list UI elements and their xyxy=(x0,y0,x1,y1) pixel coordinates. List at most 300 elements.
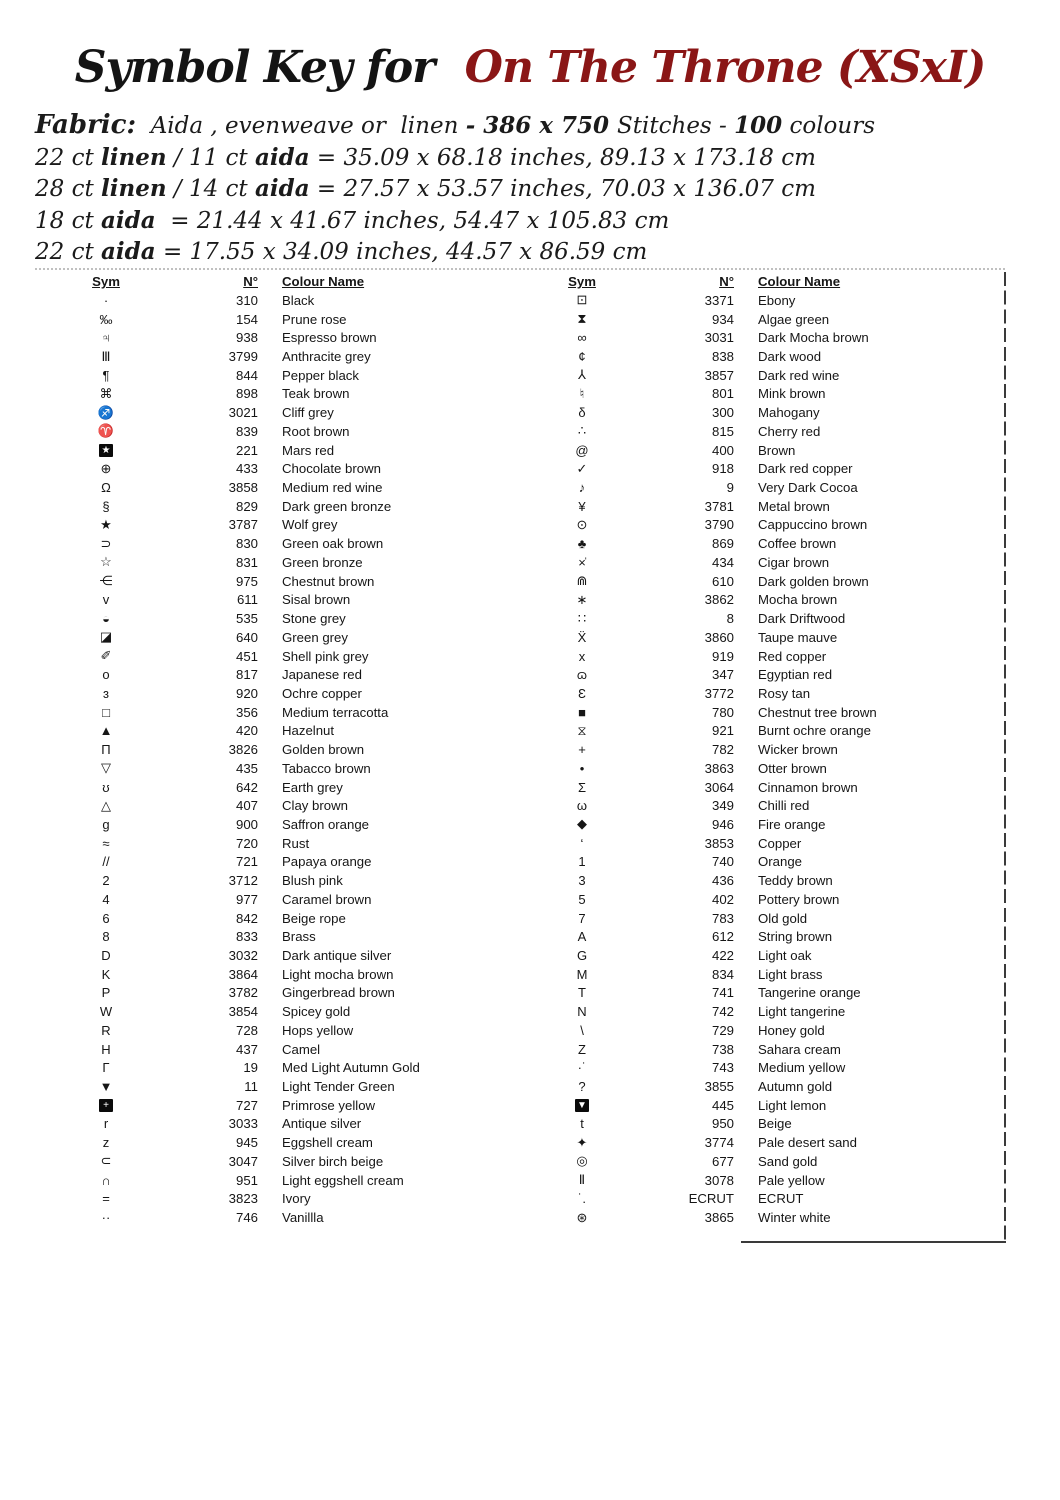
colour-number: 3823 xyxy=(228,1191,258,1207)
colour-number: 918 xyxy=(711,461,734,477)
colour-number: 3371 xyxy=(704,292,734,308)
symbol-glyph: ? xyxy=(578,1079,586,1095)
colour-name: Cherry red xyxy=(758,423,821,439)
symbol-glyph: r xyxy=(103,1116,109,1132)
colour-number: 3064 xyxy=(704,779,734,795)
key-row xyxy=(538,946,998,965)
colour-number: 829 xyxy=(235,498,258,514)
key-row xyxy=(62,516,522,535)
colour-number: 3855 xyxy=(704,1079,734,1095)
symbol-glyph: ᴠ xyxy=(102,592,110,608)
colour-number: 945 xyxy=(235,1135,258,1151)
colour-number: 3047 xyxy=(228,1153,258,1169)
key-row xyxy=(62,984,522,1003)
fabric-line xyxy=(35,110,875,142)
colour-name: Prune rose xyxy=(282,311,347,327)
key-row xyxy=(62,591,522,610)
key-row xyxy=(538,1096,998,1115)
colour-number: 977 xyxy=(235,891,258,907)
colour-name: Beige rope xyxy=(282,910,346,926)
symbol-glyph: 1 xyxy=(578,854,586,870)
colour-name: Hazelnut xyxy=(282,723,335,739)
colour-name: Golden brown xyxy=(282,742,365,758)
colour-name: Cinnamon brown xyxy=(758,779,858,795)
colour-name: Silver birch beige xyxy=(282,1153,384,1169)
colour-name: Old gold xyxy=(758,910,808,926)
colour-number: 742 xyxy=(711,1004,734,1020)
header-colour-name: Colour Name xyxy=(758,274,841,289)
symbol-glyph: ¢ xyxy=(578,349,586,365)
colour-number: 3865 xyxy=(704,1210,734,1226)
colour-number: 356 xyxy=(235,704,258,720)
colour-number: 3782 xyxy=(228,985,258,1001)
page-title xyxy=(0,42,1060,93)
colour-name: Light tangerine xyxy=(758,1004,846,1020)
symbol-glyph: 4 xyxy=(102,891,110,907)
key-row xyxy=(62,553,522,572)
colour-number: 677 xyxy=(711,1153,734,1169)
key-row xyxy=(538,1208,998,1227)
colour-name: Mink brown xyxy=(758,386,826,402)
key-row xyxy=(62,1208,522,1227)
key-row xyxy=(538,1133,998,1152)
table-header xyxy=(62,272,522,291)
colour-number: 729 xyxy=(711,1022,734,1038)
colour-name: Autumn gold xyxy=(758,1079,833,1095)
colour-name: ECRUT xyxy=(758,1191,804,1207)
symbol-glyph: 8 xyxy=(102,929,110,945)
colour-name: Medium red wine xyxy=(282,480,383,496)
symbol-glyph: ‰ xyxy=(99,311,113,327)
key-row xyxy=(538,927,998,946)
colour-name: Light oak xyxy=(758,948,812,964)
colour-name: Cliff grey xyxy=(282,405,334,421)
text-segment: 100 xyxy=(734,112,783,139)
symbol-glyph: g xyxy=(102,816,110,832)
key-row xyxy=(538,722,998,741)
colour-number: 437 xyxy=(235,1041,258,1057)
key-row xyxy=(62,965,522,984)
colour-name: Ebony xyxy=(758,292,796,308)
colour-number: 154 xyxy=(235,311,258,327)
colour-name: Light brass xyxy=(758,966,823,982)
colour-number: 19 xyxy=(243,1060,258,1076)
bottom-right-border xyxy=(741,1241,1006,1243)
key-row xyxy=(62,815,522,834)
text-segment: 18 ct xyxy=(35,207,102,234)
colour-name: Mahogany xyxy=(758,405,820,421)
colour-name: Winter white xyxy=(758,1210,831,1226)
key-row xyxy=(62,366,522,385)
symbol-glyph: T xyxy=(578,985,586,1001)
colour-number: ECRUT xyxy=(688,1191,734,1207)
symbol-glyph: ☆ xyxy=(100,554,112,570)
key-row xyxy=(538,609,998,628)
colour-name: Algae green xyxy=(758,311,830,327)
symbol-glyph: ·˙ xyxy=(577,1060,587,1076)
key-row xyxy=(538,909,998,928)
symbol-glyph: + xyxy=(99,1099,113,1112)
colour-name: Medium terracotta xyxy=(282,704,389,720)
symbol-glyph: 6 xyxy=(102,910,110,926)
key-row xyxy=(62,310,522,329)
colour-name: Medium yellow xyxy=(758,1060,846,1076)
text-segment: Aida , evenweave or linen xyxy=(136,113,466,139)
colour-number: 3860 xyxy=(704,629,734,645)
colour-name: Rust xyxy=(282,835,310,851)
symbol-glyph: 7 xyxy=(578,910,586,926)
symbol-glyph: ∷ xyxy=(577,610,587,626)
text-segment: aida xyxy=(101,206,156,234)
size-line-22ct-aida xyxy=(35,236,875,268)
key-row xyxy=(62,946,522,965)
colour-number: 400 xyxy=(711,442,734,458)
colour-number: 975 xyxy=(235,573,258,589)
colour-number: 3031 xyxy=(704,330,734,346)
colour-name: Pottery brown xyxy=(758,891,840,907)
key-row xyxy=(62,1002,522,1021)
key-row xyxy=(538,1021,998,1040)
colour-name: Chestnut brown xyxy=(282,573,375,589)
key-row xyxy=(62,722,522,741)
colour-number: 834 xyxy=(711,966,734,982)
key-row xyxy=(538,1171,998,1190)
colour-name: Tabacco brown xyxy=(282,760,371,776)
colour-number: 3799 xyxy=(228,349,258,365)
symbol-glyph: ★ xyxy=(100,516,112,532)
symbol-glyph: ✦ xyxy=(576,1134,588,1150)
colour-number: 838 xyxy=(711,349,734,365)
colour-name: Blush pink xyxy=(282,873,343,889)
colour-name: Pale desert sand xyxy=(758,1135,857,1151)
colour-number: 535 xyxy=(235,611,258,627)
colour-number: 842 xyxy=(235,910,258,926)
symbol-glyph: ♮ xyxy=(579,385,585,401)
colour-number: 3781 xyxy=(704,498,734,514)
colour-number: 3863 xyxy=(704,760,734,776)
colour-name: Light Tender Green xyxy=(282,1079,395,1095)
key-row xyxy=(538,665,998,684)
key-row xyxy=(62,1133,522,1152)
colour-number: 3774 xyxy=(704,1135,734,1151)
key-row xyxy=(538,759,998,778)
colour-number: 8 xyxy=(726,611,734,627)
key-row xyxy=(538,478,998,497)
colour-number: 3787 xyxy=(228,517,258,533)
symbol-glyph: 5 xyxy=(578,891,586,907)
key-row xyxy=(62,534,522,553)
colour-number: 830 xyxy=(235,536,258,552)
colour-name: Green bronze xyxy=(282,554,363,570)
text-segment: = 21.44 x 41.67 inches, 54.47 x 105.83 cm xyxy=(155,207,670,234)
key-row xyxy=(538,984,998,1003)
key-row xyxy=(62,1115,522,1134)
symbol-glyph: H xyxy=(101,1041,111,1057)
colour-name: Chilli red xyxy=(758,798,810,814)
colour-number: 610 xyxy=(711,573,734,589)
colour-number: 3790 xyxy=(704,517,734,533)
colour-number: 950 xyxy=(711,1116,734,1132)
key-row xyxy=(62,834,522,853)
colour-name: Fire orange xyxy=(758,816,826,832)
key-row xyxy=(538,385,998,404)
colour-number: 783 xyxy=(711,910,734,926)
key-row xyxy=(62,1077,522,1096)
colour-name: Dark golden brown xyxy=(758,573,869,589)
symbol-key-table-right xyxy=(538,272,998,1227)
colour-number: 3858 xyxy=(228,480,258,496)
key-row xyxy=(62,871,522,890)
colour-number: 407 xyxy=(235,798,258,814)
colour-name: String brown xyxy=(758,929,833,945)
colour-name: Cigar brown xyxy=(758,554,830,570)
key-row xyxy=(538,572,998,591)
colour-name: Very Dark Cocoa xyxy=(758,480,858,496)
symbol-glyph: R xyxy=(101,1022,111,1038)
colour-number: 746 xyxy=(235,1210,258,1226)
colour-name: Ivory xyxy=(282,1191,311,1207)
colour-number: 435 xyxy=(235,760,258,776)
symbol-glyph: ✐ xyxy=(100,648,112,664)
symbol-glyph: 2 xyxy=(102,873,110,889)
colour-name: Dark red wine xyxy=(758,367,840,383)
colour-name: Shell pink grey xyxy=(282,648,369,664)
symbol-glyph: + xyxy=(578,742,586,758)
colour-number: 728 xyxy=(235,1022,258,1038)
key-row xyxy=(62,441,522,460)
colour-name: Root brown xyxy=(282,423,350,439)
colour-number: 221 xyxy=(235,442,258,458)
colour-name: Wicker brown xyxy=(758,742,838,758)
colour-name: Papaya orange xyxy=(282,854,372,870)
colour-name: Cappuccino brown xyxy=(758,517,868,533)
colour-number: 612 xyxy=(711,929,734,945)
symbol-glyph: ⊙ xyxy=(576,516,588,532)
key-row xyxy=(62,778,522,797)
text-segment: 22 ct xyxy=(35,239,102,266)
symbol-glyph: ⊡ xyxy=(576,292,588,308)
key-row xyxy=(538,422,998,441)
colour-number: 721 xyxy=(235,854,258,870)
key-row xyxy=(538,497,998,516)
colour-name: Dark antique silver xyxy=(282,948,392,964)
colour-name: Espresso brown xyxy=(282,330,377,346)
key-row xyxy=(538,291,998,310)
symbol-glyph: t xyxy=(580,1116,584,1132)
symbol-glyph: △ xyxy=(101,797,111,813)
symbol-glyph: ·· xyxy=(101,1210,111,1226)
colour-name: Dark wood xyxy=(758,349,822,365)
symbol-glyph: P xyxy=(101,985,111,1001)
colour-number: 3712 xyxy=(228,873,258,889)
colour-number: 839 xyxy=(235,423,258,439)
key-row xyxy=(62,890,522,909)
colour-number: 900 xyxy=(235,816,258,832)
colour-number: 844 xyxy=(235,367,258,383)
key-row xyxy=(538,1002,998,1021)
text-segment: aida xyxy=(254,175,310,203)
symbol-glyph: ♐ xyxy=(97,404,115,420)
fabric-info xyxy=(35,110,875,268)
key-row xyxy=(62,1021,522,1040)
symbol-glyph: ‘ xyxy=(580,835,584,851)
colour-number: 445 xyxy=(711,1097,734,1113)
symbol-glyph: ◪ xyxy=(99,629,113,645)
colour-number: 310 xyxy=(235,292,258,308)
colour-name: Beige xyxy=(758,1116,792,1132)
colour-name: Sisal brown xyxy=(282,592,351,608)
symbol-glyph: ▼ xyxy=(99,1079,113,1095)
symbol-glyph: Γ xyxy=(102,1060,110,1076)
symbol-glyph: ∩ xyxy=(101,1172,111,1188)
key-row xyxy=(538,591,998,610)
colour-number: 3032 xyxy=(228,948,258,964)
colour-number: 300 xyxy=(711,405,734,421)
colour-number: 920 xyxy=(235,685,258,701)
colour-number: 801 xyxy=(711,386,734,402)
symbol-glyph: Ⅱ xyxy=(578,1172,586,1188)
key-row xyxy=(62,927,522,946)
colour-number: 919 xyxy=(711,648,734,664)
key-row xyxy=(538,403,998,422)
key-row xyxy=(538,871,998,890)
size-line-22ct-linen xyxy=(35,142,875,174)
key-row xyxy=(538,1115,998,1134)
colour-number: 3853 xyxy=(704,835,734,851)
colour-number: 833 xyxy=(235,929,258,945)
symbol-glyph: ⊃ xyxy=(100,535,112,551)
key-row xyxy=(538,890,998,909)
symbol-glyph: ■ xyxy=(578,704,586,720)
text-segment: = 35.09 x 68.18 inches, 89.13 x 173.18 cm xyxy=(309,144,816,171)
text-segment: 22 ct xyxy=(35,144,102,171)
symbol-glyph: Ɛ xyxy=(578,685,586,701)
symbol-glyph: ◎ xyxy=(576,1153,588,1169)
key-row xyxy=(538,366,998,385)
text-segment: Stitches - xyxy=(617,113,735,139)
colour-name: Taupe mauve xyxy=(758,629,838,645)
colour-name: Chestnut tree brown xyxy=(758,704,877,720)
key-row xyxy=(538,853,998,872)
text-segment: linen xyxy=(101,175,167,203)
symbol-glyph: ω xyxy=(576,798,588,814)
key-row xyxy=(62,291,522,310)
size-line-28ct-linen xyxy=(35,173,875,205)
colour-name: Orange xyxy=(758,854,802,870)
colour-number: 738 xyxy=(711,1041,734,1057)
colour-number: 727 xyxy=(235,1097,258,1113)
colour-name: Anthracite grey xyxy=(282,349,371,365)
symbol-glyph: ɷ xyxy=(576,667,588,683)
colour-name: Sand gold xyxy=(758,1153,818,1169)
symbol-glyph: ♣ xyxy=(577,536,587,552)
symbol-glyph: ★ xyxy=(99,444,113,457)
symbol-glyph: ▽ xyxy=(101,760,111,776)
text-segment: 28 ct xyxy=(35,176,102,203)
colour-number: 743 xyxy=(711,1060,734,1076)
key-row xyxy=(62,1096,522,1115)
key-row xyxy=(62,572,522,591)
key-row xyxy=(538,328,998,347)
colour-number: 347 xyxy=(711,667,734,683)
text-segment: = 27.57 x 53.57 inches, 70.03 x 136.07 cm xyxy=(309,176,816,203)
table-top-ruler xyxy=(35,268,1005,270)
symbol-glyph: § xyxy=(102,498,110,514)
symbol-glyph: ⧗ xyxy=(577,311,587,327)
colour-number: 934 xyxy=(711,311,734,327)
key-row xyxy=(538,1040,998,1059)
colour-name: Dark green bronze xyxy=(282,498,392,514)
symbol-glyph: ♪ xyxy=(578,480,586,496)
colour-name: Black xyxy=(282,292,315,308)
key-row xyxy=(62,703,522,722)
colour-name: Chocolate brown xyxy=(282,461,381,477)
colour-name: Saffron orange xyxy=(282,816,370,832)
colour-name: Brown xyxy=(758,442,796,458)
colour-name: Dark Driftwood xyxy=(758,611,846,627)
symbol-glyph: ▼ xyxy=(575,1099,589,1112)
colour-name: Teddy brown xyxy=(758,873,833,889)
colour-name: Red copper xyxy=(758,648,827,664)
symbol-glyph: x xyxy=(578,648,586,664)
colour-name: Hops yellow xyxy=(282,1022,354,1038)
symbol-glyph: @ xyxy=(575,442,589,458)
symbol-glyph: \ xyxy=(580,1022,584,1038)
colour-number: 642 xyxy=(235,779,258,795)
colour-number: 420 xyxy=(235,723,258,739)
colour-number: 3862 xyxy=(704,592,734,608)
colour-name: Honey gold xyxy=(758,1022,825,1038)
symbol-glyph: ◒ xyxy=(102,611,110,627)
symbol-glyph: ◆ xyxy=(577,816,587,832)
header-number: N° xyxy=(243,274,258,289)
text-segment: = 17.55 x 34.09 inches, 44.57 x 86.59 cm xyxy=(155,239,648,266)
colour-name: Green grey xyxy=(282,629,348,645)
key-row xyxy=(538,703,998,722)
colour-name: Dark red copper xyxy=(758,461,853,477)
colour-number: 869 xyxy=(711,536,734,552)
symbol-glyph: ≈ xyxy=(102,835,110,851)
key-row xyxy=(538,1190,998,1209)
title-prefix: Symbol Key for xyxy=(74,42,435,93)
colour-number: 434 xyxy=(711,554,734,570)
colour-name: Light mocha brown xyxy=(282,966,394,982)
symbol-glyph: ⌘ xyxy=(99,385,113,401)
colour-name: Wolf grey xyxy=(282,517,338,533)
symbol-glyph: ⊂ xyxy=(100,1153,112,1169)
symbol-glyph: M xyxy=(576,966,588,982)
symbol-glyph: G xyxy=(576,948,588,964)
symbol-glyph: W xyxy=(99,1004,113,1020)
colour-name: Tangerine orange xyxy=(758,985,861,1001)
colour-name: Metal brown xyxy=(758,498,830,514)
symbol-glyph: ♈ xyxy=(97,423,115,439)
colour-name: Copper xyxy=(758,835,802,851)
key-row xyxy=(538,684,998,703)
key-row xyxy=(538,965,998,984)
colour-name: Primrose yellow xyxy=(282,1097,376,1113)
colour-name: Clay brown xyxy=(282,798,348,814)
key-row xyxy=(62,385,522,404)
colour-number: 9 xyxy=(726,480,734,496)
symbol-glyph: Π xyxy=(101,742,111,758)
colour-number: 3021 xyxy=(228,405,258,421)
table-body-right xyxy=(538,291,998,1227)
key-row xyxy=(62,796,522,815)
colour-number: 436 xyxy=(711,873,734,889)
key-row xyxy=(62,422,522,441)
colour-number: 740 xyxy=(711,854,734,870)
